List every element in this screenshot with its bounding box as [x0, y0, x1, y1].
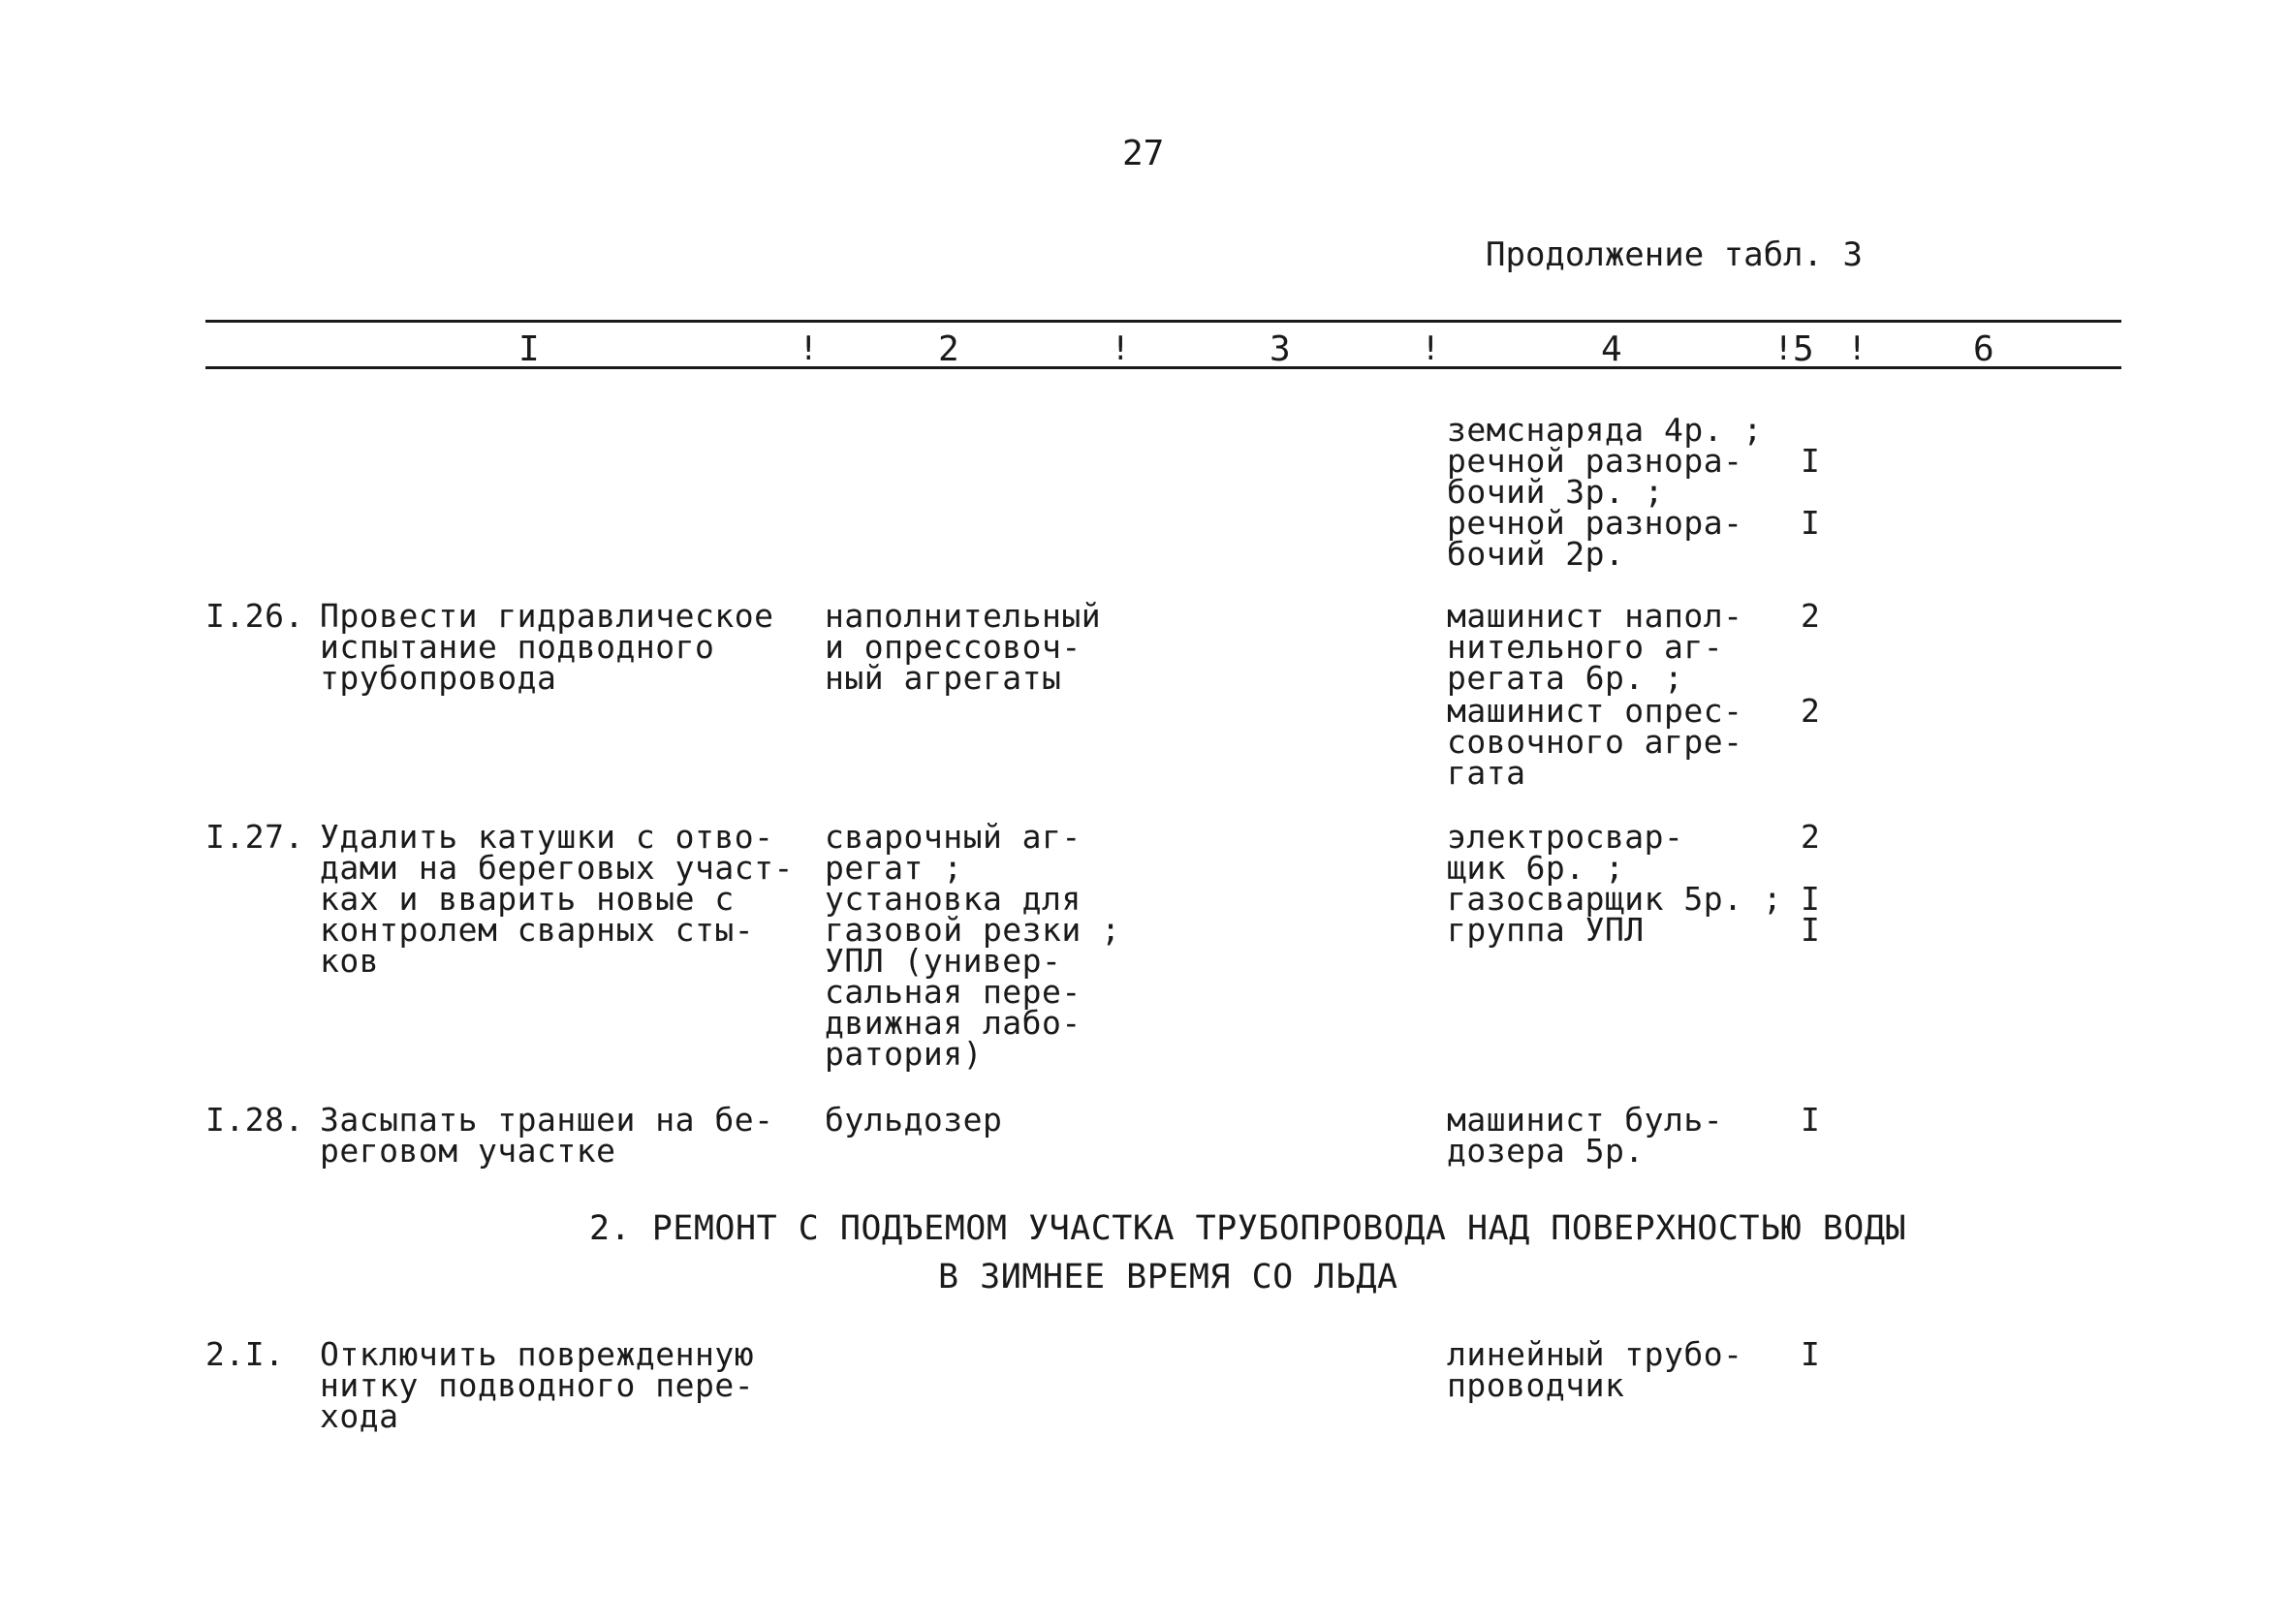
worker-count: I: [1801, 1101, 1821, 1139]
section-title-line-2: В ЗИМНЕЕ ВРЕМЯ СО ЛЬДА: [938, 1258, 1398, 1296]
worker-line: гата: [1447, 754, 1526, 792]
row-number: I.27.: [205, 818, 304, 856]
equipment-line: ратория): [825, 1035, 983, 1073]
equipment-line: ный агрегаты: [825, 659, 1062, 697]
worker-line: бочий 3р. ;: [1447, 473, 1665, 511]
operation-line: Провести гидравлическое: [320, 597, 774, 635]
worker-line: речной разнора-: [1447, 442, 1743, 480]
operation-line: дами на береговых участ-: [320, 849, 794, 887]
worker-group: [1447, 597, 1743, 697]
worker-line: проводчик: [1447, 1366, 1625, 1404]
column-separator: !: [1847, 329, 1867, 368]
worker-line: машинист опрес-: [1447, 692, 1743, 730]
worker-line: группа УПЛ: [1447, 911, 1645, 949]
operation-cell: [320, 1101, 774, 1170]
equipment-line: регат ;: [825, 849, 963, 887]
operation-line: нитку подводного пере-: [320, 1366, 755, 1404]
worker-count: I: [1801, 504, 1821, 542]
column-header-3: 3: [1270, 329, 1291, 369]
column-header-2: 2: [938, 329, 959, 369]
table-header-bottom-rule: [205, 366, 2121, 369]
operation-line: ках и вварить новые с: [320, 880, 735, 918]
worker-group: [1447, 442, 1743, 511]
worker-line: совочного агре-: [1447, 723, 1743, 761]
worker-line: дозера 5р.: [1447, 1132, 1645, 1170]
column-separator: !: [1773, 329, 1794, 368]
equipment-cell: [825, 818, 1121, 1073]
column-header-6: 6: [1973, 329, 1994, 369]
row-number: I.26.: [205, 597, 304, 635]
worker-count: I: [1801, 911, 1821, 949]
worker-group: [1447, 1101, 1724, 1170]
worker-line: регата 6р. ;: [1447, 659, 1684, 697]
operation-line: реговом участке: [320, 1132, 616, 1170]
worker-line: газосварщик 5р. ;: [1447, 880, 1783, 918]
column-header-4: 4: [1601, 329, 1622, 369]
column-header-1: I: [518, 329, 540, 369]
equipment-line: газовой резки ;: [825, 911, 1121, 949]
worker-line: речной разнора-: [1447, 504, 1743, 542]
operation-line: Засыпать траншеи на бе-: [320, 1101, 774, 1139]
table-top-rule: [205, 320, 2121, 323]
worker-group: [1447, 818, 1684, 887]
page-number: 27: [1122, 134, 1165, 173]
operation-line: Удалить катушки с отво-: [320, 818, 774, 856]
column-separator: !: [1421, 329, 1441, 368]
worker-line: электросвар-: [1447, 818, 1684, 856]
worker-line: бочий 2р.: [1447, 535, 1625, 573]
worker-count: I: [1801, 1335, 1821, 1373]
column-header-5: 5: [1793, 329, 1814, 369]
worker-line: земснаряда 4р. ;: [1447, 411, 1763, 449]
row-number: 2.I.: [205, 1335, 285, 1373]
equipment-line: и опрессовоч-: [825, 628, 1082, 666]
operation-line: трубопровода: [320, 659, 557, 697]
operation-cell: [320, 597, 774, 697]
worker-line: машинист буль-: [1447, 1101, 1724, 1139]
worker-line: нительного аг-: [1447, 628, 1724, 666]
worker-group: [1447, 1335, 1743, 1404]
operation-line: хода: [320, 1397, 399, 1435]
worker-count: I: [1801, 880, 1821, 918]
worker-count: I: [1801, 442, 1821, 480]
equipment-line: бульдозер: [825, 1101, 1003, 1139]
worker-line: машинист напол-: [1447, 597, 1743, 635]
worker-count: 2: [1801, 597, 1821, 635]
operation-cell: [320, 818, 794, 980]
worker-group: [1447, 692, 1743, 792]
worker-line: линейный трубо-: [1447, 1335, 1743, 1373]
operation-cell: [320, 1335, 755, 1435]
equipment-cell: [825, 597, 1102, 697]
equipment-cell: [825, 1101, 1003, 1139]
equipment-line: установка для: [825, 880, 1082, 918]
row-number: I.28.: [205, 1101, 304, 1139]
column-separator: !: [1111, 329, 1131, 368]
equipment-line: сварочный аг-: [825, 818, 1082, 856]
section-title-line-1: 2. РЕМОНТ С ПОДЪЕМОМ УЧАСТКА ТРУБОПРОВОДА НАД ПОВЕРХНОСТЬЮ ВОДЫ: [589, 1209, 1907, 1248]
worker-count: 2: [1801, 818, 1821, 856]
worker-line: щик 6р. ;: [1447, 849, 1625, 887]
equipment-line: наполнительный: [825, 597, 1102, 635]
equipment-line: УПЛ (универ-: [825, 942, 1062, 980]
worker-group: [1447, 504, 1743, 573]
worker-group: [1447, 911, 1645, 949]
equipment-line: движная лабо-: [825, 1004, 1082, 1042]
operation-line: ков: [320, 942, 380, 980]
table-continuation-label: Продолжение табл. 3: [1486, 235, 1863, 274]
equipment-line: сальная пере-: [825, 973, 1082, 1011]
worker-count: 2: [1801, 692, 1821, 730]
operation-line: испытание подводного: [320, 628, 715, 666]
operation-line: контролем сварных сты-: [320, 911, 755, 949]
operation-line: Отключить поврежденную: [320, 1335, 755, 1373]
column-separator: !: [799, 329, 819, 368]
